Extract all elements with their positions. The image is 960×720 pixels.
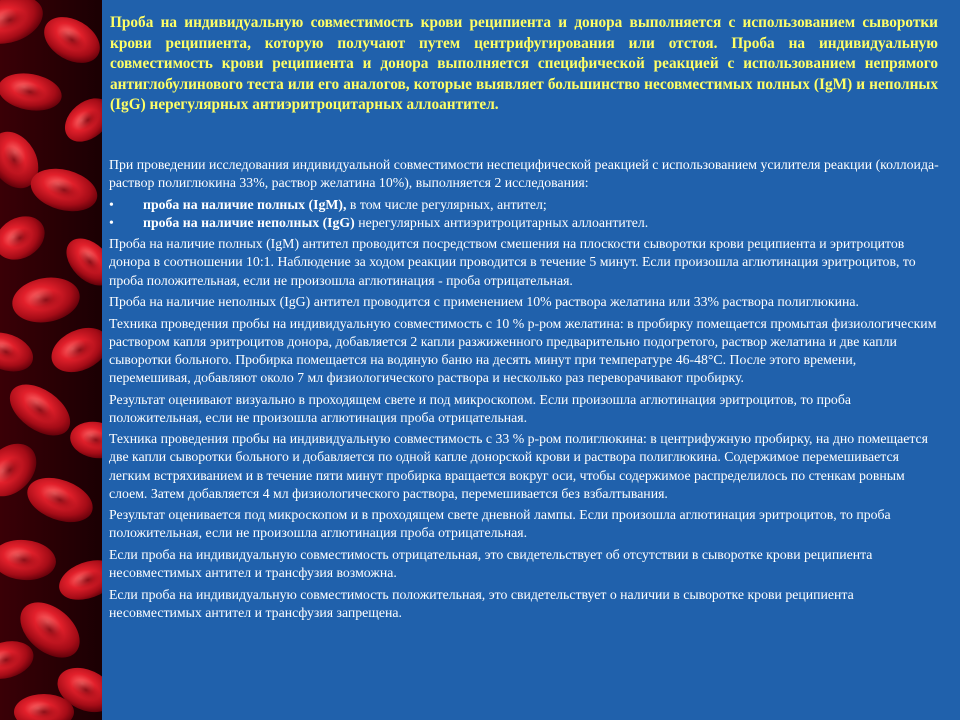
body-content	[109, 156, 941, 625]
list-item-bold: проба на наличие неполных (IgG)	[143, 214, 355, 230]
bullet-icon: •	[109, 214, 114, 230]
list-item-text: в том числе регулярных, антител;	[346, 196, 547, 212]
bullet-icon: •	[109, 196, 114, 212]
paragraph-negative-conclusion: Если проба на индивидуальную совместимость отрицательная, это свидетельствует об отсутствии в сыворотке крови реципиента несовместимых антител и трансфузия возможна.	[109, 546, 873, 580]
list-item	[109, 214, 941, 232]
paragraph-igm-test: Проба на наличие полных (IgM) антител проводится посредством смешения на плоскости сыворотки крови реципиента и эритроцитов донора в соотношении 10:1. Наблюдение за ходом реакции проводится в течение 5 минут. Если произошла аглютинация эритроцитов, то проба положительная, если не произошла аглютинация - проба отрицательная.	[109, 236, 916, 288]
paragraph-igg-test: Проба на наличие неполных (IgG) антител проводится с применением 10% раствора желатина или 33% раствора полиглюкина.	[109, 294, 859, 310]
list-item-bold: проба на наличие полных (IgM),	[143, 196, 347, 212]
intro-paragraph: При проведении исследования индивидуальной совместимости неспецифической реакцией с использованием усилителя реакции (коллоида- раствор полиглюкина 33%, раствор желатина 10%), выполняется 2 исследования:	[109, 157, 939, 191]
list-item-text: нерегулярных антиэритроцитарных аллоантител.	[354, 214, 649, 230]
paragraph-polyglucin-technique: Техника проведения пробы на индивидуальную совместимость с 33 % р-ром полиглюкина: в центрифужную пробирку, на дно помещается две капли сыворотки больного и добавляется по одной капле донорской крови и раствора полиглюкина. Содержимое перемешивается легким встряхиванием и в течение пяти минут пробирка вращается вокруг оси, чтобы содержимое распределилось по стенкам ровным слоем. Затем добавляется 4 мл физиологического раствора, перемешивается без взбалтывания.	[109, 431, 928, 501]
paragraph-positive-conclusion: Если проба на индивидуальную совместимость положительная, это свидетельствует о наличии в сыворотке крови реципиента несовместимых антител и трансфузия запрещена.	[109, 586, 854, 620]
list-item	[109, 196, 941, 214]
test-list	[109, 196, 941, 232]
slide-title: Проба на индивидуальную совместимость крови реципиента и донора выполняется с использованием сыворотки крови реципиента, которую получают путем центрифугирования или отстоя. Проба на индивидуальную совместимость крови реципиента и донора выполняется специфической реакцией с использованием непрямого антиглобулинового теста или его аналогов, которые выявляет большинство несовместимых полных (IgM) и неполных (IgG) нерегулярных антиэритроцитарных аллоантител.	[110, 14, 938, 114]
paragraph-gelatin-result: Результат оценивают визуально в проходящем свете и под микроскопом. Если произошла аглютинация эритроцитов, то проба положительная, если не произошла аглютинация проба отрицательная.	[109, 391, 851, 425]
paragraph-polyglucin-result: Результат оценивается под микроскопом и в проходящем свете дневной лампы. Если произошла аглютинация эритроцитов, то проба положительная, если не произошла аглютинация проба отрицательная.	[109, 507, 891, 541]
paragraph-gelatin-technique: Техника проведения пробы на индивидуальную совместимость с 10 % р-ром желатина: в пробирку помещается промытая физиологическим раствором капля эритроцитов донора, добавляется 2 капли разжиженного предварительно подогретого, раствор желатина и две капли сыворотки больного. Пробирка помещается на водяную баню на десять минут при температуре 46-48°С. После этого времени, перемешивая, добавляют около 7 мл физиологического раствора и несколько раз переворачивают пробирку.	[109, 315, 937, 386]
